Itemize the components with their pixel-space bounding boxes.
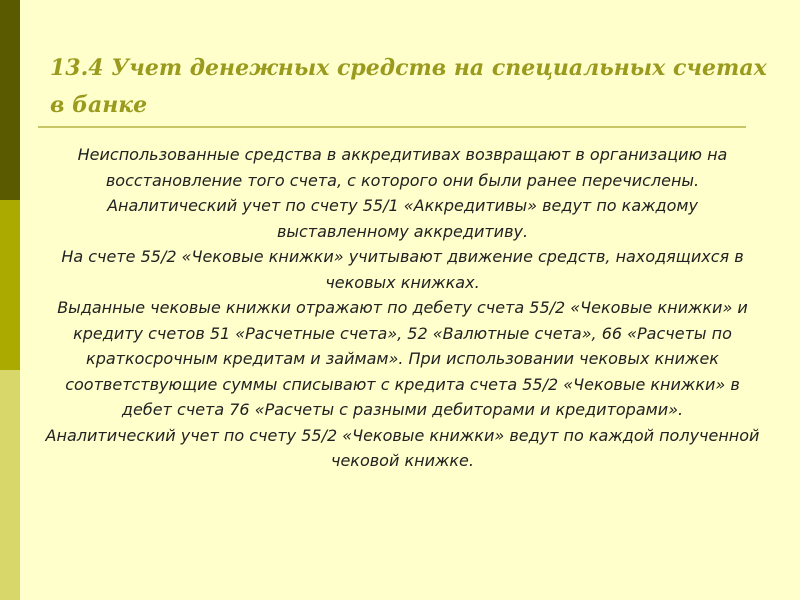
side-bar-segment-mid — [0, 200, 20, 370]
paragraph-accreditives: Неиспользованные средства в аккредитивах возвращают в организацию на восстановление того счета, с которого они были ранее перечислены. Аналитический учет по счету 55/1 «Аккредитивы» ведут по каждому выставленному аккредитиву. — [77, 145, 728, 241]
title-divider — [38, 126, 746, 128]
slide-title: 13.4 Учет денежных средств на специальных счетах в банке — [50, 55, 767, 118]
paragraph-analytical-accounting: Аналитический учет по счету 55/2 «Чековые книжки» ведут по каждой полученной чековой книжке. — [45, 425, 760, 470]
slide-body — [40, 142, 765, 474]
side-bar-segment-light — [0, 370, 20, 600]
paragraph-issued-checkbooks: Выданные чековые книжки отражают по дебету счета 55/2 «Чековые книжки» и кредиту счетов 51 «Расчетные счета», 52 «Валютные счета», 66 «Расчеты по краткосрочным кредитам и займам». При использовании чековых книжек соответствующие суммы списывают с кредита счета 55/2 «Чековые книжки» в дебет счета 76 «Расчеты с разными дебиторами и кредиторами». — [57, 298, 748, 419]
paragraph-checkbooks-account: На счете 55/2 «Чековые книжки» учитывают движение средств, находящихся в чековых книжках. — [61, 247, 744, 292]
side-bar-segment-dark — [0, 0, 20, 200]
decorative-side-bar — [0, 0, 20, 600]
